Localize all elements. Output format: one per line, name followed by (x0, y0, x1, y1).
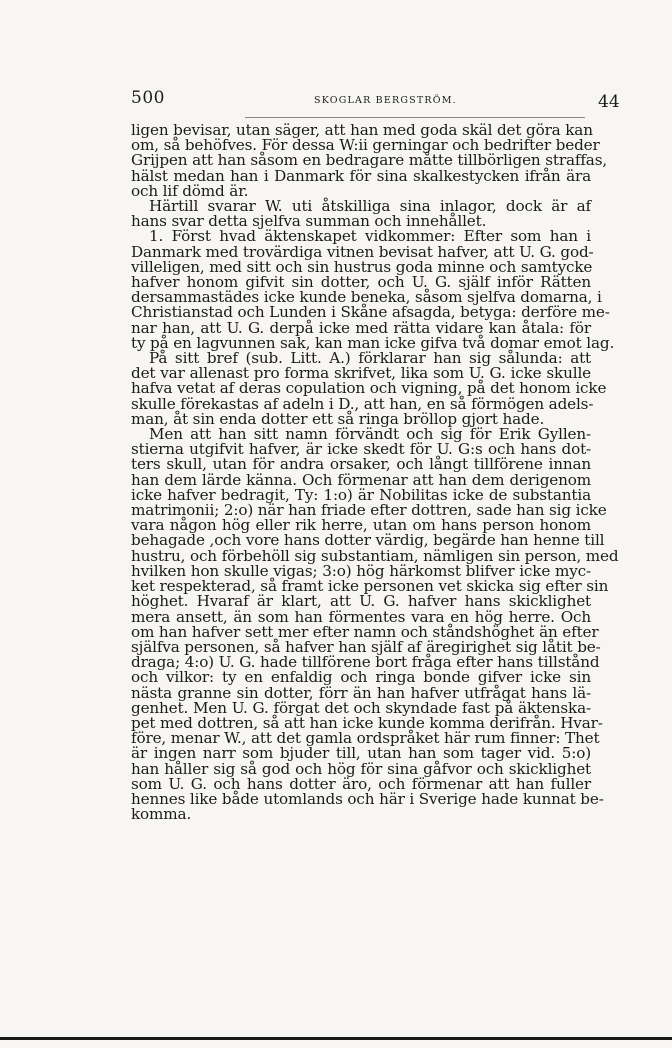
signature-number: 44 (598, 92, 620, 112)
text-line: hans svar detta sjelfva summan och innehållet. (131, 212, 487, 231)
text-line: skulle förekastas af adeln i D., att han, en så förmögen adels- (131, 394, 594, 413)
text-line: och vilkor: ty en enfaldig och ringa bonde gifver icke sin (131, 668, 591, 687)
text-line: hafva vetat af deras copulation och vigning, på det honom icke (131, 379, 607, 398)
text-line: ligen bevisar, utan säger, att han med goda skäl det göra kan (131, 121, 593, 139)
text-line: Men att han sitt namn förvändt och sig för Erik Gyllen- (149, 425, 591, 444)
text-line: ket respekterad, så framt icke personen vet skicka sig efter sin (131, 577, 609, 596)
running-head: SKOGLAR BERGSTRÖM. (314, 95, 457, 106)
text-line: Härtill svarar W. uti åtskilliga sina inlagor, dock är af (149, 197, 591, 216)
text-line: 1. Först hvad äktenskapet vidkommer: Efter som han i (149, 227, 591, 246)
page-number: 500 (131, 88, 165, 108)
text-line: matrimonii; 2:o) när han friade efter dottren, sade han sig icke (131, 501, 607, 520)
text-line: dersammastädes icke kunde beneka, såsom sjelfva domarna, i (131, 288, 602, 307)
text-line: och lif dömd är. (131, 181, 249, 200)
text-line: höghet. Hvaraf är klart, att U. G. hafver hans skicklighet (131, 592, 591, 611)
text-line: mera ansett, än som han förmentes vara en hög herre. Och (131, 607, 591, 626)
text-line: Christianstad och Lunden i Skåne afsagda, betyga: derföre me- (131, 303, 610, 322)
text-line: det var allenast pro forma skrifvet, lika som U. G. icke skulle (131, 364, 591, 383)
text-line: ters skull, utan för andra orsaker, och långt tillförene innan (131, 455, 591, 474)
text-line: före, menar W., att det gamla ordspråket här rum finner: Thet (131, 729, 600, 748)
bottom-rule (0, 1037, 672, 1040)
text-line: nästa granne sin dotter, förr än han hafver utfrågat hans lä- (131, 683, 591, 702)
text-line: icke hafver bedragit, Ty: 1:o) är Nobilitas icke de substantia (131, 485, 591, 504)
text-line: hälst medan han i Danmark för sina skalkestycken ifrån ära (131, 166, 591, 185)
text-line: draga; 4:o) U. G. hade tillförene bort fråga efter hans tillstånd (131, 653, 600, 672)
text-line: ty på en lagvunnen sak, kan man icke gifva två domar emot lag. (131, 333, 615, 352)
text-line: behagade ,och vore hans dotter värdig, begärde han henne till (131, 531, 605, 550)
text-line: han dem lärde känna. Och förmenar att han dem derigenom (131, 470, 591, 489)
text-line: villeligen, med sitt och sin hustrus goda minne och samtycke (131, 257, 593, 276)
text-line: nar han, att U. G. derpå icke med rätta vidare kan åtala: för (131, 318, 591, 337)
text-line: hustru, och förbehöll sig substantiam, nämligen sin person, med (131, 546, 619, 565)
text-line: om, så behöfves. För dessa W:ii gerningar och bedrifter beder (131, 136, 600, 155)
text-line: man, åt sin enda dotter ett så ringa bröllop gjort hade. (131, 409, 545, 428)
text-line: komma. (131, 805, 192, 824)
text-line: som U. G. och hans dotter äro, och förmenar att han fuller (131, 774, 591, 793)
text-line: hafver honom gifvit sin dotter, och U. G. själf inför Rätten (131, 273, 591, 292)
text-line: stierna utgifvit hafver, är icke skedt för U. G:s och hans dot- (131, 440, 591, 459)
text-line: hvilken hon skulle vigas; 3:o) hög härkomst blifver icke myc- (131, 561, 591, 580)
text-line: är ingen narr som bjuder till, utan han som tager vid. 5:o) (131, 744, 591, 763)
text-line: vara någon hög eller rik herre, utan om hans person honom (131, 516, 591, 535)
text-line: om han hafver sett mer efter namn och ståndshöghet än efter (131, 622, 599, 641)
header-rule (245, 117, 585, 118)
text-line: pet med dottren, så att han icke kunde komma derifrån. Hvar- (131, 713, 603, 732)
text-line: hennes like både utomlands och här i Sverige hade kunnat be- (131, 789, 604, 808)
text-line: genhet. Men U. G. förgat det och skyndade fast på äktenska- (131, 698, 591, 717)
text-line: han håller sig så god och hög för sina gåfvor och skicklighet (131, 759, 591, 778)
text-line: Danmark med trovärdiga vitnen bevisat hafver, att U. G. god- (131, 242, 594, 261)
text-line: På sitt bref (sub. Litt. A.) förklarar han sig sålunda: att (149, 349, 591, 368)
text-line: själfva personen, så hafver han själf af äregirighet sig låtit be- (131, 637, 601, 656)
text-line: Grijpen att han såsom en bedragare måtte tillbörligen straffas, (131, 151, 608, 170)
body-text (131, 121, 619, 824)
